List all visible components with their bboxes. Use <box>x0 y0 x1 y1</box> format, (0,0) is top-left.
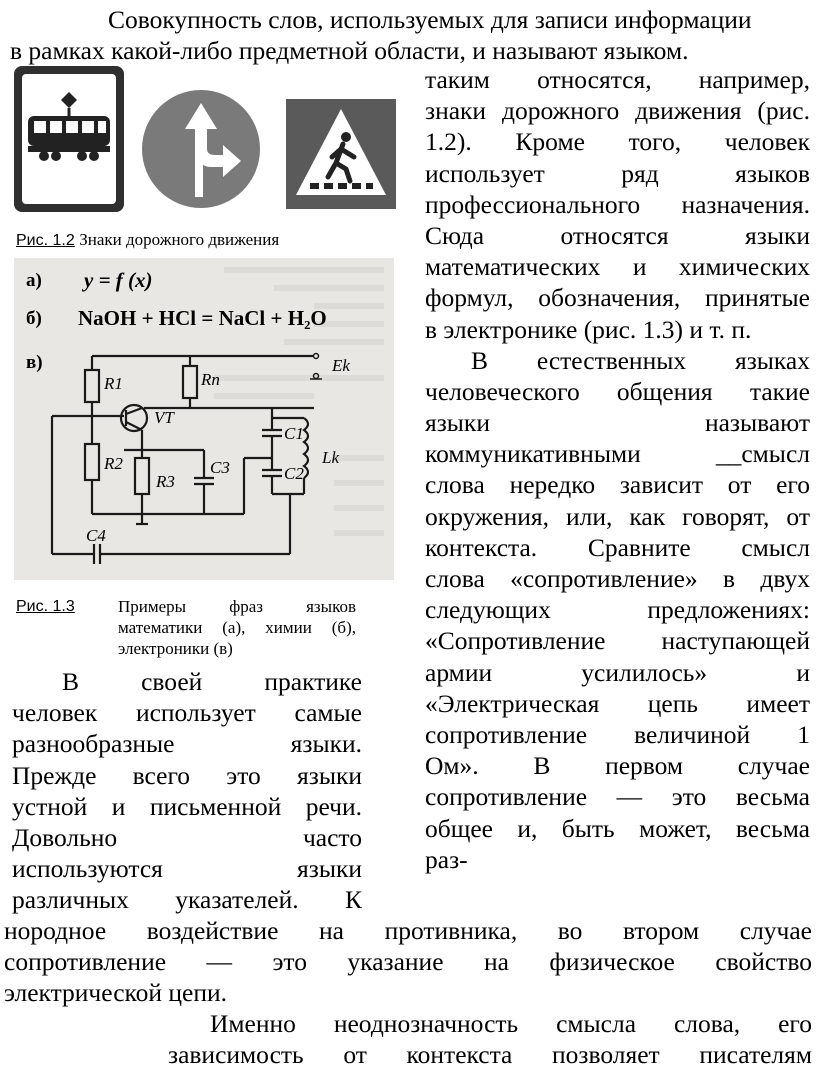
final-line: Именно неоднозначность смысла слова, его <box>210 1009 812 1038</box>
right-line: Сюда относятся языки <box>425 220 810 250</box>
right-line: математических и химических <box>425 252 810 282</box>
figure-1-3-image <box>14 258 394 580</box>
formula-b-label: б) <box>26 308 42 329</box>
bottom-line: электрической цепи. <box>4 978 228 1008</box>
right-line: языки называют <box>425 408 810 438</box>
right-line: «Сопротивление наступающей <box>425 626 810 656</box>
right-line: следующих предложениях: <box>425 595 810 625</box>
right-line: в электронике (рис. 1.3) и т. п. <box>425 314 752 344</box>
intro-line-1: Совокупность слов, используемых для записи информации <box>108 5 752 34</box>
formula-a: y = f (x) <box>84 268 153 292</box>
label-c1: C1 <box>284 424 304 443</box>
label-ek: Ek <box>332 356 350 375</box>
straight-or-right-sign-icon <box>141 89 261 209</box>
right-line: армии усилилось» и <box>425 657 810 687</box>
formula-a-label: а) <box>26 270 42 291</box>
right-line: окружения, или, как говорят, от <box>425 501 810 531</box>
left-line: В своей практике <box>62 667 362 696</box>
left-column-text <box>12 666 362 916</box>
final-text <box>4 1008 812 1070</box>
formula-b: NaOH + HCl = NaCl + H₂O <box>78 306 327 330</box>
left-line: разнообразные языки. <box>12 729 362 759</box>
tram-sign-icon <box>14 66 124 212</box>
formula-c-label: в) <box>26 352 43 373</box>
final-line: зависимость от контекста позволяет писателям <box>168 1040 812 1070</box>
left-line: человек использует самые <box>12 698 362 728</box>
left-line: Прежде всего это языки <box>12 760 362 790</box>
right-line: знаки дорожного движения (рис. <box>425 96 810 126</box>
label-r3: R3 <box>156 472 175 491</box>
left-line: Довольно часто <box>12 822 362 852</box>
bottom-line: сопротивление — это указание на физическое свойство <box>4 947 812 977</box>
intro-line-2: в рамках какой-либо предметной области, и называют языком. <box>10 36 689 66</box>
left-line: устной и письменной речи. <box>12 791 362 821</box>
right-line: В естественных языках <box>471 345 810 375</box>
right-line: сопротивление величиной 1 <box>425 719 810 749</box>
label-c3: C3 <box>210 458 230 477</box>
right-line: слова нередко зависит от его <box>425 470 810 500</box>
label-rn: Rn <box>201 370 220 389</box>
right-line: человеческого общения такие <box>425 376 810 406</box>
figure-1-2-text: Знаки дорожного движения <box>79 230 280 249</box>
figure-1-2-label: Рис. 1.2 <box>16 232 75 249</box>
left-line: различных указателей. К <box>12 885 362 915</box>
intro-text <box>10 4 810 66</box>
label-vt: VT <box>154 408 174 427</box>
label-r1: R1 <box>104 374 123 393</box>
label-c2: C2 <box>284 464 304 483</box>
right-line: слова «сопротивление» в двух <box>425 564 810 593</box>
figure-1-3-line-2: математики (а), химии (б), <box>118 618 356 637</box>
pedestrian-crossing-sign-icon <box>286 99 396 209</box>
right-line: профессионального назначения. <box>425 189 810 219</box>
figure-1-3-label: Рис. 1.3 <box>16 598 75 615</box>
bottom-line: нородное воздействие на противника, во втором случае <box>4 916 812 945</box>
right-line: коммуникативными __смысл <box>425 439 810 469</box>
left-line: используются языки <box>12 854 362 884</box>
right-line: 1.2). Кроме того, человек <box>425 127 810 157</box>
right-column-text <box>425 64 810 875</box>
right-line: контекста. Сравните смысл <box>425 532 810 562</box>
right-line: общее и, быть может, весьма <box>425 813 810 843</box>
label-lk: Lk <box>322 448 339 467</box>
right-line: Ом». В первом случае <box>425 751 810 781</box>
right-line: таким относятся, например, <box>425 65 810 94</box>
figure-1-2-caption <box>16 230 279 250</box>
right-line: сопротивление — это весьма <box>425 782 810 812</box>
figure-1-3-line-3: электроники (в) <box>118 639 233 658</box>
right-line: раз- <box>425 844 468 874</box>
figure-1-3-caption <box>16 596 356 659</box>
right-line: «Электрическая цепь имеет <box>425 688 810 718</box>
figure-1-3-line-1: Примеры фраз языков <box>118 597 356 616</box>
right-line: использует ряд языков <box>425 158 810 188</box>
label-r2: R2 <box>104 454 123 473</box>
right-line: формул, обозначения, принятые <box>425 283 810 313</box>
bottom-text <box>4 915 812 1009</box>
label-c4: C4 <box>86 526 106 545</box>
